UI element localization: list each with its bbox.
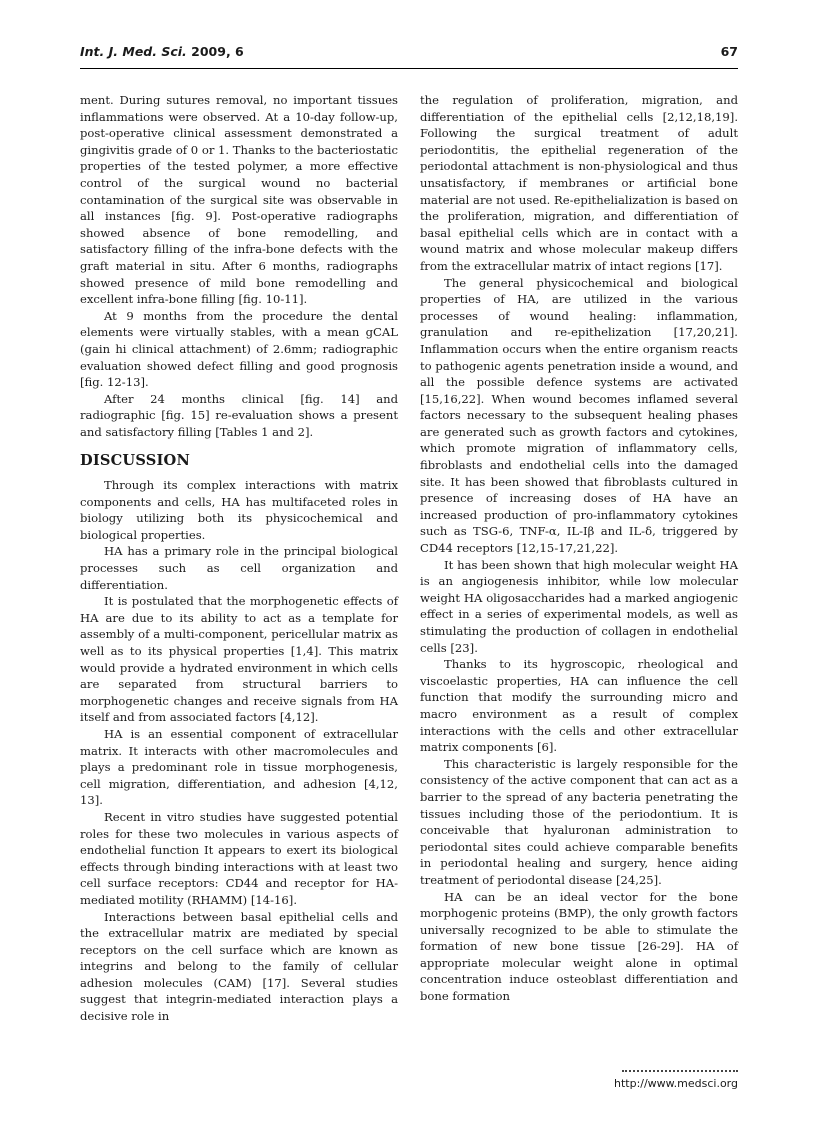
journal-citation — [80, 44, 244, 59]
section-heading-discussion: DISCUSSION — [80, 452, 190, 470]
right-column — [420, 92, 738, 1005]
results-paragraph: After 24 months clinical [fig. 14] and radiographic [fig. 15] re-evaluation shows a present and satisfactory filling [Tables 1 and 2]. — [80, 391, 398, 439]
discussion-paragraph: It is postulated that the morphogenetic effects of HA are due to its ability to act as a template for assembly of a multi-component, pericellular matrix as well as to its physical properties [1,4]. This matrix would provide a hydrated environment in which cells are separated from structural barriers to morphogenetic changes and receive signals from HA itself and from associated factors [4,12]. — [80, 594, 398, 725]
left-column — [80, 92, 398, 1025]
discussion-paragraph: Through its complex interactions with matrix components and cells, HA has multifaceted roles in biology utilizing both its physicochemical and biological properties. — [80, 478, 398, 542]
discussion-paragraph: This characteristic is largely responsible for the consistency of the active component that can act as a barrier to the spread of any bacteria penetrating the tissues including those of the periodontium. It is conceivable that hyaluronan administration to periodontal sites could achieve comparable benefits in periodontal healing and surgery, hence aiding treatment of periodontal disease [24,25]. — [420, 756, 738, 887]
page-number: 67 — [720, 44, 738, 59]
discussion-paragraph: the regulation of proliferation, migration, and differentiation of the epithelial cells [2,12,18,19]. Following the surgical treatment of adult periodontitis, the epithelial regeneration of the periodontal attachment is non-physiological and thus unsatisfactory, if membranes or artificial bone material are not used. Re-epithelialization is based on the proliferation, migration, and differentiation of basal epithelial cells which are in contact with a wound matrix and whose molecular makeup differs from the extracellular matrix of intact regions [17]. — [420, 93, 738, 273]
discussion-paragraph: It has been shown that high molecular weight HA is an angiogenesis inhibitor, while low molecular weight HA oligosaccharides had a marked angiogenic effect in a series of experimental models, as well as stimulating the production of collagen in endothelial cells [23]. — [420, 557, 738, 655]
discussion-paragraph: Thanks to its hygroscopic, rheological and viscoelastic properties, HA can influence the cell function that modify the surrounding micro and macro environment as a result of complex interactions with the cells and other extracellular matrix components [6]. — [420, 657, 738, 755]
header-rule — [80, 68, 738, 69]
discussion-paragraph: Interactions between basal epithelial cells and the extracellular matrix are mediated by special receptors on the cell surface which are known as integrins and belong to the family of cellular adhesion molecules (CAM) [17]. Several studies suggest that integrin-mediated interaction plays a decisive role in — [80, 909, 398, 1024]
results-paragraph: ment. During sutures removal, no important tissues inflammations were observed. At a 10-day follow-up, post-operative clinical assessment demonstrated a gingivitis grade of 0 or 1. Thanks to the bacteriostatic properties of the tested polymer, a more effective control of the surgical wound no bacterial contamination of the surgical site was observable in all instances [fig. 9]. Post-operative radiographs showed absence of bone remodelling, and satisfactory filling of the infra-bone defects with the graft material in situ. After 6 months, radiographs showed presence of mild bone remodelling and excellent infra-bone filling [fig. 10-11]. — [80, 93, 398, 307]
footer-url-link[interactable]: http://www.medsci.org — [613, 1077, 738, 1090]
footer-dotted-rule — [622, 1070, 738, 1072]
running-header — [80, 40, 738, 64]
discussion-paragraph: Recent in vitro studies have suggested potential roles for these two molecules in various aspects of endothelial function It appears to exert its biological effects through binding interactions with at least two cell surface receptors: CD44 and receptor for HA-mediated motility (RHAMM) [14-16]. — [80, 809, 398, 907]
discussion-paragraph: HA can be an ideal vector for the bone morphogenic proteins (BMP), the only growth factors universally recognized to be able to stimulate the formation of new bone tissue [26-29]. HA of appropriate molecular weight alone in optimal concentration induce osteoblast differentiation and bone formation — [420, 889, 738, 1004]
journal-name: Int. J. Med. Sci. — [80, 44, 187, 59]
results-paragraph: At 9 months from the procedure the dental elements were virtually stables, with a mean gCAL (gain hi clinical attachment) of 2.6mm; radiographic evaluation showed defect filling and good prognosis [fig. 12-13]. — [80, 308, 398, 390]
journal-year-volume: 2009, 6 — [191, 44, 244, 59]
discussion-paragraph: HA is an essential component of extracellular matrix. It interacts with other macromolecules and plays a predominant role in tissue morphogenesis, cell migration, differentiation, and adhesion [4,12, 13]. — [80, 726, 398, 808]
discussion-paragraph: HA has a primary role in the principal biological processes such as cell organization and differentiation. — [80, 544, 398, 592]
discussion-paragraph: The general physicochemical and biological properties of HA, are utilized in the various processes of wound healing: inflammation, granulation and re-epithelization [17,20,21]. Inflammation occurs when the entire organism reacts to pathogenic agents penetration inside a wound, and all the possible defence systems are activated [15,16,22]. When wound becomes inflamed several factors necessary to the subsequent healing phases are generated such as growth factors and cytokines, which promote migration of inflammatory cells, fibroblasts and endothelial cells into the damaged site. It has been showed that fibroblasts cultured in presence of increasing doses of HA have an increased production of pro-inflammatory cytokines such as TSG-6, TNF-α, IL-Iβ and IL-δ, triggered by CD44 receptors [12,15-17,21,22]. — [420, 275, 738, 556]
